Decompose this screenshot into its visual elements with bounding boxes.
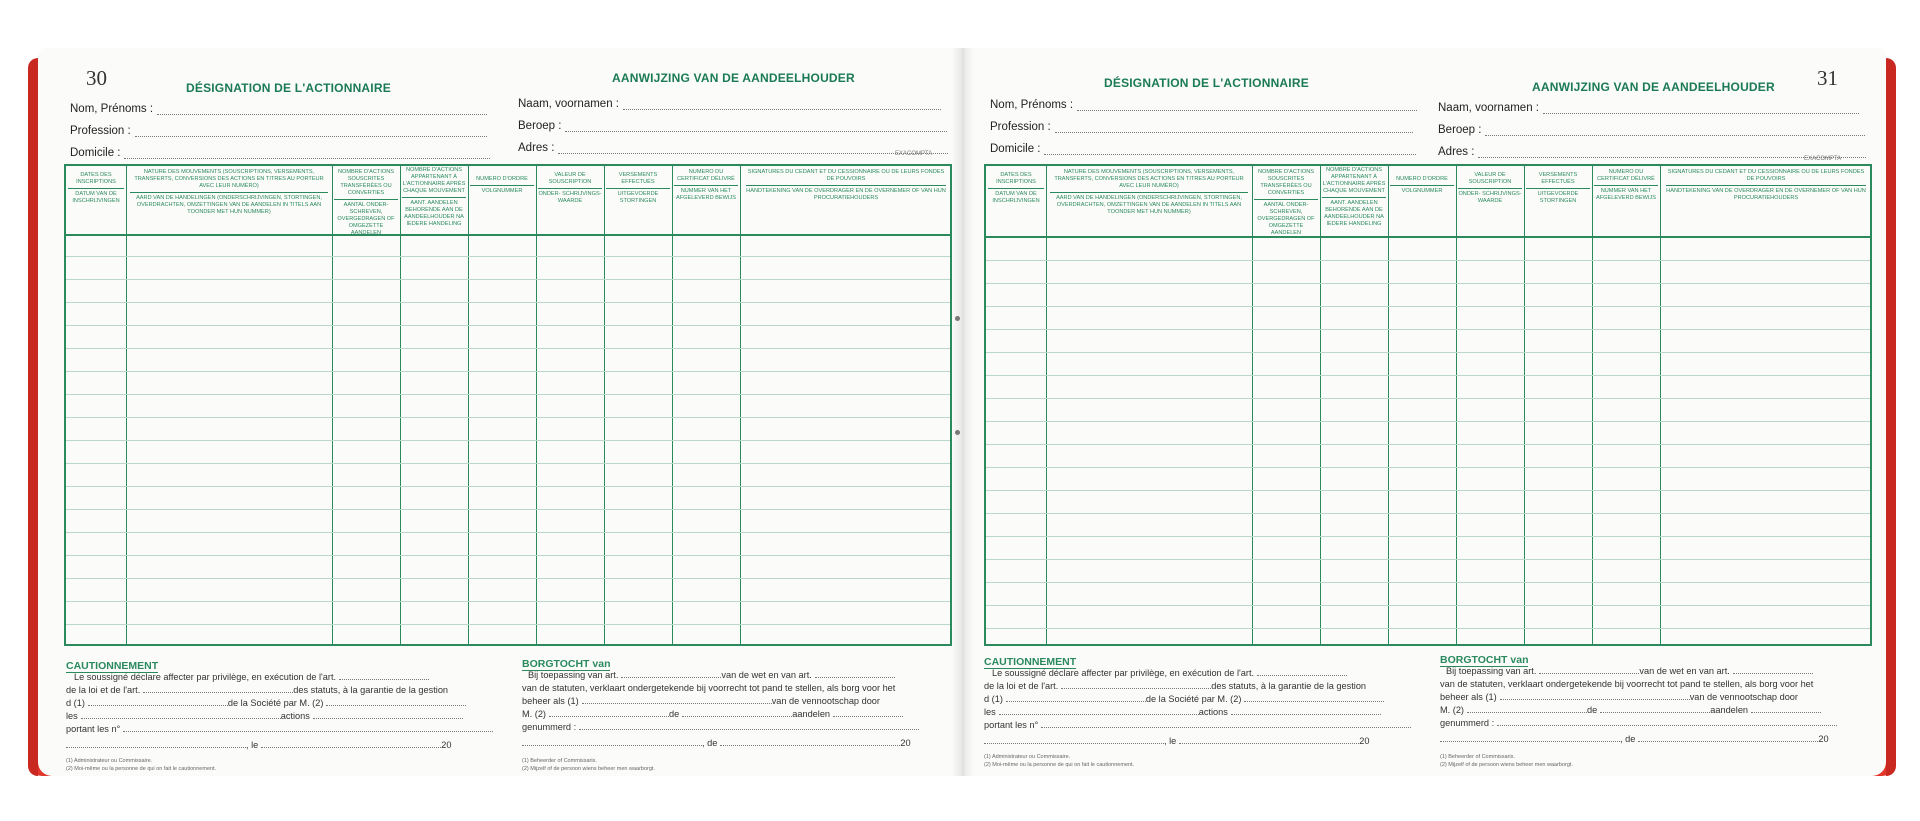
- column-header-nature: [1050, 169, 1248, 216]
- column-divider: [1388, 166, 1389, 644]
- column-header-fr: VALEUR DE SOUSCRIPTION: [1458, 172, 1522, 189]
- column-header-nombre-appartenant: [1322, 167, 1386, 228]
- column-header-nl: ONDER- SCHRIJVINGS- WAARDE: [538, 191, 602, 204]
- cautionnement-footnote: (1) Administrateur ou Commissaire.: [66, 758, 153, 764]
- borgtocht-signature-line[interactable]: [522, 738, 911, 748]
- clause-text: 20: [1818, 734, 1829, 744]
- clause-text: actions: [1198, 707, 1228, 717]
- column-header-fr: NUMÉRO D'ORDRE: [1390, 176, 1454, 186]
- column-divider: [1252, 166, 1253, 644]
- field-label: Beroep :: [1438, 124, 1482, 136]
- clause-text: beheer als (1): [522, 696, 579, 706]
- field-domicile[interactable]: [70, 147, 490, 159]
- column-header-numero-ordre: [470, 176, 534, 195]
- table-row-line: [66, 279, 950, 280]
- column-header-nl: VOLGNUMMER: [1401, 188, 1443, 194]
- column-divider: [1660, 166, 1661, 644]
- column-header-versements: [606, 172, 670, 205]
- column-divider: [536, 166, 537, 644]
- field-label: Adres :: [1438, 146, 1475, 158]
- column-divider: [604, 166, 605, 644]
- column-header-fr: DATES DES INSCRIPTIONS: [988, 172, 1044, 189]
- table-row-line: [66, 394, 950, 395]
- borgtocht-footnote: (2) Mijzelf of de persoon wiens beheer men waarborgt.: [1440, 762, 1573, 768]
- column-header-dates: [988, 172, 1044, 205]
- table-row-line: [66, 325, 950, 326]
- field-label: Naam, voornamen :: [518, 98, 619, 110]
- column-header-nl: AARD VAN DE HANDELINGEN (ONDERSCHRIJVINGEN, STORTINGEN, OVERDRACHTEN, OMZETTINGEN VAN DE AANDELEN IN TITELS AAN TOONDER MET HUN NUMMER): [136, 195, 322, 215]
- field-beroep[interactable]: [518, 120, 947, 132]
- field-adres[interactable]: [518, 142, 948, 154]
- table-row-line: [66, 601, 950, 602]
- borgtocht-line[interactable]: [522, 683, 895, 693]
- cautionnement-signature-line[interactable]: [66, 740, 452, 750]
- page-number: 30: [86, 66, 107, 90]
- column-divider: [468, 166, 469, 644]
- column-header-fr: SIGNATURES DU CÉDANT ET DU CESSIONNAIRE OU DE LEURS FONDÉS DE POUVOIRS: [1666, 169, 1866, 186]
- column-divider: [740, 166, 741, 644]
- clause-text: des statuts, à la garantie de la gestion: [293, 685, 449, 695]
- clause-text: aandelen: [792, 709, 831, 719]
- clause-text: 20: [1359, 736, 1370, 746]
- clause-text: de la loi et de l'art.: [66, 685, 141, 695]
- borgtocht-signature-line[interactable]: [1440, 734, 1829, 744]
- column-divider: [672, 166, 673, 644]
- clause-text: des statuts, à la garantie de la gestion: [1211, 681, 1367, 691]
- table-header-separator: [66, 234, 950, 236]
- cautionnement-line[interactable]: [984, 720, 1411, 730]
- table-row-line: [66, 417, 950, 418]
- clause-text: van de statuten, verklaart ondergetekende bij voorrecht tot pand te stellen, als borg voor het: [1440, 679, 1814, 689]
- field-naam[interactable]: [518, 98, 941, 110]
- column-header-valeur: [538, 172, 602, 205]
- table-row-line: [66, 348, 950, 349]
- column-header-nl: ONDER- SCHRIJVINGS- WAARDE: [1458, 191, 1522, 204]
- clause-text: van de vennootschap door: [771, 696, 880, 706]
- borgtocht-title: BORGTOCHT van: [522, 658, 611, 670]
- clause-text: de: [669, 709, 680, 719]
- column-header-nl: VOLGNUMMER: [481, 188, 523, 194]
- column-header-certificat: [674, 169, 738, 202]
- table-row-line: [66, 463, 950, 464]
- field-profession[interactable]: [990, 121, 1413, 133]
- title-aanwijzing-nl: AANWIJZING VAN DE AANDEELHOUDER: [1532, 80, 1775, 94]
- clause-text: de la loi et de l'art.: [984, 681, 1059, 691]
- borgtocht-line[interactable]: [1440, 718, 1837, 728]
- table-row-line: [986, 559, 1870, 560]
- column-header-fr: VERSEMENTS EFFECTUÉS: [1526, 172, 1590, 189]
- column-header-nl: AANT. AANDELEN BEHORENDE AAN DE AANDEELHOUDER NA IEDERE HANDELING: [1324, 200, 1384, 227]
- clause-text: , de: [702, 738, 718, 748]
- column-header-fr: VALEUR DE SOUSCRIPTION: [538, 172, 602, 189]
- cautionnement-title: CAUTIONNEMENT: [984, 656, 1077, 668]
- cautionnement-line[interactable]: [984, 681, 1366, 691]
- cautionnement-line[interactable]: [66, 685, 448, 695]
- table-row-line: [66, 256, 950, 257]
- table-row-line: [986, 352, 1870, 353]
- column-header-valeur: [1458, 172, 1522, 205]
- page-number: 31: [1817, 66, 1838, 90]
- borgtocht-line[interactable]: [1446, 666, 1813, 676]
- column-header-nombre-appartenant: [402, 167, 466, 228]
- field-nom[interactable]: [990, 99, 1417, 111]
- field-label: Nom, Prénoms :: [70, 103, 154, 115]
- cautionnement-title: CAUTIONNEMENT: [66, 660, 159, 672]
- field-adres[interactable]: [1438, 146, 1866, 158]
- field-naam[interactable]: [1438, 102, 1859, 114]
- cautionnement-line[interactable]: [66, 724, 493, 734]
- borgtocht-footnote: (1) Beheerder of Commissaris.: [522, 758, 597, 764]
- table-row-line: [986, 283, 1870, 284]
- table-row-line: [986, 582, 1870, 583]
- table-row-line: [66, 486, 950, 487]
- register-table[interactable]: [984, 164, 1872, 646]
- table-row-line: [66, 440, 950, 441]
- table-row-line: [986, 490, 1870, 491]
- column-divider: [400, 166, 401, 644]
- column-header-nombre-souscrites: [334, 169, 398, 237]
- table-row-line: [986, 398, 1870, 399]
- clause-text: van de wet en van art.: [1639, 666, 1730, 676]
- table-row-line: [986, 375, 1870, 376]
- borgtocht-line[interactable]: [522, 696, 880, 706]
- cover-edge-right: [1886, 58, 1896, 776]
- table-row-line: [986, 444, 1870, 445]
- borgtocht-line[interactable]: [522, 709, 903, 719]
- field-nom[interactable]: [70, 103, 487, 115]
- title-designation-fr: DÉSIGNATION DE L'ACTIONNAIRE: [186, 81, 391, 95]
- cover-edge-left: [28, 58, 38, 776]
- clause-text: les: [66, 711, 78, 721]
- column-header-fr: NOMBRE D'ACTIONS APPARTENANT À L'ACTIONNAIRE APRÈS CHAQUE MOUVEMENT: [1322, 167, 1386, 198]
- table-row-line: [66, 371, 950, 372]
- field-label: Domicile :: [990, 143, 1041, 155]
- clause-text: portant les n°: [66, 724, 121, 734]
- clause-text: portant les n°: [984, 720, 1039, 730]
- left-page: [38, 48, 962, 776]
- binding-stitch: [955, 430, 960, 435]
- clause-text: beheer als (1): [1440, 692, 1497, 702]
- column-header-signatures: [746, 169, 946, 202]
- clause-text: Bij toepassing van art.: [1446, 666, 1537, 676]
- column-divider: [332, 166, 333, 644]
- clause-text: , le: [1164, 736, 1177, 746]
- table-row-line: [986, 329, 1870, 330]
- column-header-nl: HANDTEKENING VAN DE OVERDRAGER EN DE OVERNEMER OF VAN HUN PROCURATIEHOUDERS: [1666, 188, 1866, 201]
- column-header-dates: [68, 172, 124, 205]
- table-row-line: [66, 624, 950, 625]
- field-label: Nom, Prénoms :: [990, 99, 1074, 111]
- table-row-line: [986, 306, 1870, 307]
- borgtocht-line[interactable]: [522, 722, 919, 732]
- clause-text: genummerd :: [522, 722, 577, 732]
- cautionnement-signature-line[interactable]: [984, 736, 1370, 746]
- cautionnement-line[interactable]: [74, 672, 429, 682]
- clause-text: 20: [441, 740, 452, 750]
- cautionnement-line[interactable]: [984, 694, 1384, 704]
- table-row-line: [66, 532, 950, 533]
- table-row-line: [66, 509, 950, 510]
- column-header-fr: SIGNATURES DU CÉDANT ET DU CESSIONNAIRE OU DE LEURS FONDÉS DE POUVOIRS: [746, 169, 946, 186]
- column-header-fr: NUMÉRO D'ORDRE: [470, 176, 534, 186]
- table-row-line: [66, 555, 950, 556]
- borgtocht-footnote: (1) Beheerder of Commissaris.: [1440, 754, 1515, 760]
- field-domicile[interactable]: [990, 143, 1416, 155]
- clause-text: , de: [1620, 734, 1636, 744]
- column-header-fr: DATES DES INSCRIPTIONS: [68, 172, 124, 189]
- column-divider: [1592, 166, 1593, 644]
- clause-text: van de vennootschap door: [1689, 692, 1798, 702]
- field-label: Beroep :: [518, 120, 562, 132]
- column-header-fr: NUMÉRO DU CERTIFICAT DÉLIVRÉ: [674, 169, 738, 186]
- column-divider: [1524, 166, 1525, 644]
- clause-text: van de wet en van art.: [721, 670, 812, 680]
- table-row-line: [986, 260, 1870, 261]
- column-header-fr: NATURE DES MOUVEMENTS (SOUSCRIPTIONS, VERSEMENTS, TRANSFERTS, CONVERSIONS DES ACTIONS EN TITRES AU PORTEUR AVEC LEUR NUMÉRO): [130, 169, 328, 193]
- cautionnement-line[interactable]: [66, 698, 466, 708]
- table-row-line: [66, 578, 950, 579]
- publisher-mark: EXACOMPTA: [1804, 156, 1842, 162]
- clause-text: , le: [246, 740, 259, 750]
- column-header-fr: NOMBRE D'ACTIONS SOUSCRITES TRANSFÉRÉES OU CONVERTIES: [334, 169, 398, 200]
- column-header-nl: DATUM VAN DE INSCHRIJVINGEN: [992, 191, 1040, 204]
- column-divider: [1046, 166, 1047, 644]
- column-header-nl: UITGEVOERDE STORTINGEN: [1537, 191, 1579, 204]
- title-aanwijzing-nl: AANWIJZING VAN DE AANDEELHOUDER: [612, 71, 855, 85]
- cautionnement-footnote: (1) Administrateur ou Commissaire.: [984, 754, 1071, 760]
- publisher-mark: EXACOMPTA: [895, 151, 933, 157]
- table-row-line: [986, 605, 1870, 606]
- cautionnement-line[interactable]: [992, 668, 1347, 678]
- column-header-nl: AARD VAN DE HANDELINGEN (ONDERSCHRIJVINGEN, STORTINGEN, OVERDRACHTEN, OMZETTINGEN VAN DE AANDELEN IN TITELS AAN TOONDER MET HUN NUMMER): [1056, 195, 1242, 215]
- column-header-nombre-souscrites: [1254, 169, 1318, 237]
- column-header-fr: NOMBRE D'ACTIONS APPARTENANT À L'ACTIONNAIRE APRÈS CHAQUE MOUVEMENT: [402, 167, 466, 198]
- column-header-nl: AANT. AANDELEN BEHORENDE AAN DE AANDEELHOUDER NA IEDERE HANDELING: [404, 200, 464, 227]
- clause-text: Bij toepassing van art.: [528, 670, 619, 680]
- borgtocht-line[interactable]: [1440, 692, 1798, 702]
- column-divider: [1456, 166, 1457, 644]
- clause-text: les: [984, 707, 996, 717]
- table-row-line: [986, 421, 1870, 422]
- column-header-nl: AANTAL ONDER- SCHREVEN, OVERGEDRAGEN OF OMGEZETTE AANDELEN: [337, 202, 395, 236]
- column-header-nl: NUMMER VAN HET AFGELEVERD BEWIJS: [1596, 188, 1656, 201]
- field-label: Profession :: [70, 125, 131, 137]
- column-header-fr: NATURE DES MOUVEMENTS (SOUSCRIPTIONS, VERSEMENTS, TRANSFERTS, CONVERSIONS DES ACTIONS EN TITRES AU PORTEUR AVEC LEUR NUMÉRO): [1050, 169, 1248, 193]
- cautionnement-line[interactable]: [984, 707, 1381, 717]
- field-label: Domicile :: [70, 147, 121, 159]
- clause-text: genummerd :: [1440, 718, 1495, 728]
- column-header-nl: HANDTEKENING VAN DE OVERDRAGER EN DE OVERNEMER OF VAN HUN PROCURATIEHOUDERS: [746, 188, 946, 201]
- cautionnement-line[interactable]: [66, 711, 463, 721]
- column-header-fr: NUMÉRO DU CERTIFICAT DÉLIVRÉ: [1594, 169, 1658, 186]
- table-header-separator: [986, 236, 1870, 238]
- column-header-signatures: [1666, 169, 1866, 202]
- borgtocht-line[interactable]: [528, 670, 895, 680]
- field-profession[interactable]: [70, 125, 487, 137]
- clause-text: 20: [900, 738, 911, 748]
- column-header-fr: NOMBRE D'ACTIONS SOUSCRITES TRANSFÉRÉES OU CONVERTIES: [1254, 169, 1318, 200]
- clause-text: Le soussigné déclare affecter par privilège, en exécution de l'art.: [992, 668, 1255, 678]
- clause-text: M. (2): [522, 709, 546, 719]
- clause-text: Le soussigné déclare affecter par privilège, en exécution de l'art.: [74, 672, 337, 682]
- column-header-versements: [1526, 172, 1590, 205]
- right-page: [962, 48, 1886, 776]
- column-header-nl: AANTAL ONDER- SCHREVEN, OVERGEDRAGEN OF OMGEZETTE AANDELEN: [1257, 202, 1315, 236]
- field-beroep[interactable]: [1438, 124, 1865, 136]
- register-table[interactable]: [64, 164, 952, 646]
- cautionnement-footnote: (2) Moi-même ou la personne de qui on fait le cautionnement.: [984, 762, 1135, 768]
- borgtocht-title: BORGTOCHT van: [1440, 654, 1529, 666]
- table-row-line: [986, 536, 1870, 537]
- clause-text: aandelen: [1710, 705, 1749, 715]
- column-header-nl: DATUM VAN DE INSCHRIJVINGEN: [72, 191, 120, 204]
- table-row-line: [66, 302, 950, 303]
- column-header-fr: VERSEMENTS EFFECTUÉS: [606, 172, 670, 189]
- field-label: Adres :: [518, 142, 555, 154]
- column-divider: [1320, 166, 1321, 644]
- table-row-line: [986, 513, 1870, 514]
- book-gutter: [952, 48, 974, 776]
- column-header-certificat: [1594, 169, 1658, 202]
- clause-text: van de statuten, verklaart ondergetekende bij voorrecht tot pand te stellen, als borg voor het: [522, 683, 896, 693]
- clause-text: de la Société par M. (2): [1145, 694, 1242, 704]
- table-row-line: [986, 628, 1870, 629]
- clause-text: actions: [280, 711, 310, 721]
- table-row-line: [986, 467, 1870, 468]
- borgtocht-line[interactable]: [1440, 679, 1813, 689]
- clause-text: de la Société par M. (2): [227, 698, 324, 708]
- field-label: Profession :: [990, 121, 1051, 133]
- title-designation-fr: DÉSIGNATION DE L'ACTIONNAIRE: [1104, 76, 1309, 90]
- column-header-numero-ordre: [1390, 176, 1454, 195]
- column-header-nl: NUMMER VAN HET AFGELEVERD BEWIJS: [676, 188, 736, 201]
- borgtocht-footnote: (2) Mijzelf of de persoon wiens beheer men waarborgt.: [522, 766, 655, 772]
- column-header-nature: [130, 169, 328, 216]
- clause-text: de: [1587, 705, 1598, 715]
- clause-text: d (1): [66, 698, 85, 708]
- borgtocht-line[interactable]: [1440, 705, 1821, 715]
- column-divider: [126, 166, 127, 644]
- column-header-nl: UITGEVOERDE STORTINGEN: [617, 191, 659, 204]
- field-label: Naam, voornamen :: [1438, 102, 1539, 114]
- cautionnement-footnote: (2) Moi-même ou la personne de qui on fait le cautionnement.: [66, 766, 217, 772]
- clause-text: d (1): [984, 694, 1003, 704]
- binding-stitch: [955, 316, 960, 321]
- clause-text: M. (2): [1440, 705, 1464, 715]
